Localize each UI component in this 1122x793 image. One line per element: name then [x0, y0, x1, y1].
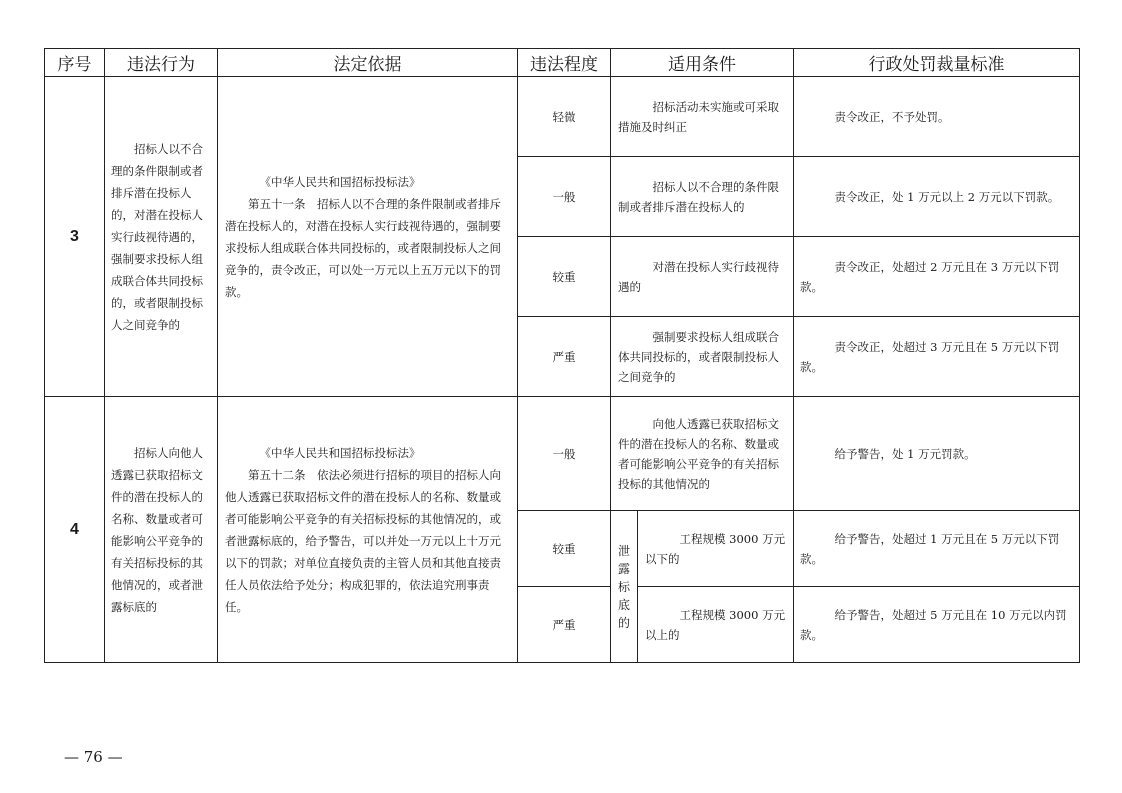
penalty-cell — [794, 317, 1080, 397]
header-seq: 序号 — [45, 49, 105, 77]
penalty-text: 责令改正，处超过 3 万元且在 5 万元以下罚款。 — [800, 339, 1060, 374]
subgroup-label-char: 标 — [617, 579, 630, 594]
penalty-text: 给予警告，处 1 万元罚款。 — [834, 446, 976, 461]
subgroup-label-char: 的 — [617, 615, 630, 630]
condition-cell — [611, 237, 794, 317]
item-basis-cell — [218, 77, 518, 397]
basis-body: 第五十一条 招标人以不合理的条件限制或者排斥潜在投标人的，对潜在投标人实行歧视待遇的，强制要求投标人组成联合体共同投标的，或者限制投标人之间竞争的，责令改正，可以处一万元以上五万元以下的罚款。 — [225, 196, 501, 299]
penalty-standard-table — [44, 48, 1080, 663]
degree-cell: 较重 — [518, 237, 611, 317]
item-behavior: 招标人以不合理的条件限制或者排斥潜在投标人的，对潜在投标人实行歧视待遇的，强制要求投标人组成联合体共同投标的，或者限制投标人之间竞争的 — [111, 141, 203, 332]
condition-text: 工程规模 3000 万元以上的 — [645, 607, 786, 642]
basis-title: 《中华人民共和国招标投标法》 — [259, 445, 421, 460]
subgroup-label-char: 露 — [617, 561, 630, 576]
degree-cell: 轻微 — [518, 77, 611, 157]
header-row — [45, 49, 1080, 77]
header-standard: 行政处罚裁量标准 — [794, 49, 1080, 77]
degree-cell: 较重 — [518, 511, 611, 587]
item-behavior-cell — [105, 77, 218, 397]
subgroup-label-char: 泄 — [617, 543, 630, 558]
penalty-cell — [794, 237, 1080, 317]
condition-cell — [638, 587, 794, 663]
page-number: — 76 — — [64, 748, 123, 766]
degree-cell: 严重 — [518, 587, 611, 663]
condition-text: 对潜在投标人实行歧视待遇的 — [618, 259, 779, 294]
penalty-text: 责令改正，处超过 2 万元且在 3 万元以下罚款。 — [800, 259, 1060, 294]
header-condition: 适用条件 — [611, 49, 794, 77]
basis-body: 第五十二条 依法必须进行招标的项目的招标人向他人透露已获取招标文件的潜在投标人的名称、数量或者可能影响公平竞争的有关招标投标的其他情况的，或者泄露标底的，给予警告，可以并处一万元以上十万元以下的罚款；对单位直接负责的主管人员和其他直接责任人员依法给予处分；构成犯罪的，依法追究刑事责任。 — [225, 467, 501, 614]
item-behavior: 招标人向他人透露已获取招标文件的潜在投标人的名称、数量或者可能影响公平竞争的有关招标投标的其他情况的，或者泄露标底的 — [111, 445, 203, 614]
degree-cell: 严重 — [518, 317, 611, 397]
item-seq: 4 — [45, 397, 105, 663]
item-seq: 3 — [45, 77, 105, 397]
item-basis-cell — [218, 397, 518, 663]
penalty-text: 给予警告，处超过 5 万元且在 10 万元以内罚款。 — [800, 607, 1067, 642]
condition-text: 强制要求投标人组成联合体共同投标的，或者限制投标人之间竞争的 — [618, 329, 779, 384]
condition-text: 招标活动未实施或可采取措施及时纠正 — [618, 99, 779, 134]
basis-title: 《中华人民共和国招标投标法》 — [259, 174, 421, 189]
item-behavior-cell — [105, 397, 218, 663]
penalty-text: 责令改正，处 1 万元以上 2 万元以下罚款。 — [834, 189, 1060, 204]
header-degree: 违法程度 — [518, 49, 611, 77]
condition-text: 工程规模 3000 万元以下的 — [645, 531, 786, 566]
condition-cell — [638, 511, 794, 587]
header-behavior: 违法行为 — [105, 49, 218, 77]
item-3-row-1 — [45, 77, 1080, 157]
condition-cell — [611, 157, 794, 237]
penalty-cell — [794, 157, 1080, 237]
condition-cell — [611, 397, 794, 511]
degree-cell: 一般 — [518, 157, 611, 237]
subgroup-label-char: 底 — [617, 597, 630, 612]
penalty-text: 给予警告，处超过 1 万元且在 5 万元以下罚款。 — [800, 531, 1060, 566]
subgroup-label-leak-base — [611, 511, 638, 663]
penalty-cell — [794, 77, 1080, 157]
condition-text: 招标人以不合理的条件限制或者排斥潜在投标人的 — [618, 179, 779, 214]
condition-cell — [611, 317, 794, 397]
penalty-cell — [794, 397, 1080, 511]
penalty-cell — [794, 587, 1080, 663]
item-4-row-1 — [45, 397, 1080, 511]
header-basis: 法定依据 — [218, 49, 518, 77]
condition-text: 向他人透露已获取招标文件的潜在投标人的名称、数量或者可能影响公平竞争的有关招标投标的其他情况的 — [618, 416, 779, 491]
penalty-text: 责令改正，不予处罚。 — [834, 109, 950, 124]
degree-cell: 一般 — [518, 397, 611, 511]
penalty-cell — [794, 511, 1080, 587]
condition-cell — [611, 77, 794, 157]
